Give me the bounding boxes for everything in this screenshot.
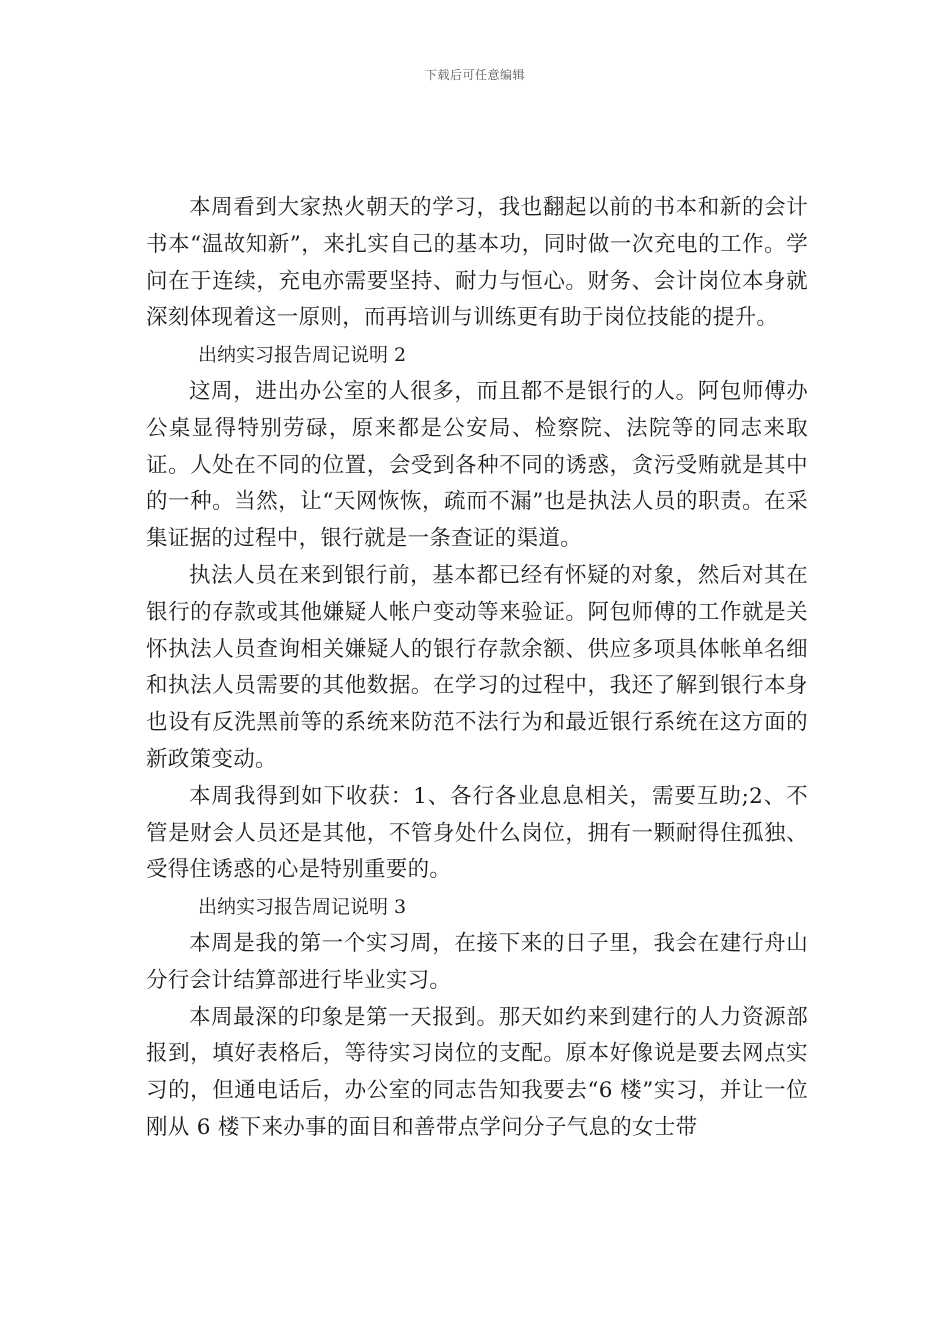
section-heading: 出纳实习报告周记说明 3 (198, 896, 407, 919)
paragraph: 本周看到大家热火朝天的学习，我也翻起以前的书本和新的会计书本“温故知新”，来扎实自己的基本功，同时做一次充电的工作。学问在于连续，充电亦需要坚持、耐力与恒心。财务、会计岗位本身就深刻体现着这一原则，而再培训与训练更有助于岗位技能的提升。 (146, 195, 808, 331)
paragraph: 这周，进出办公室的人很多，而且都不是银行的人。阿包师傅办公桌显得特别劳碌，原来都是公安局、检察院、法院等的同志来取证。人处在不同的位置，会受到各种不同的诱惑，贪污受贿就是其中的一种。当然，让“天网恢恢，疏而不漏”也是执法人员的职责。在采集证据的过程中，银行就是一条查证的渠道。 (146, 378, 808, 552)
page-header-note: 下载后可任意编辑 (424, 68, 525, 82)
section-heading: 出纳实习报告周记说明 2 (198, 344, 407, 367)
paragraph: 本周是我的第一个实习周，在接下来的日子里，我会在建行舟山分行会计结算部进行毕业实习。 (146, 930, 808, 993)
document-body (146, 190, 808, 1147)
paragraph: 本周我得到如下收获：1、各行各业息息相关，需要互助;2、不管是财会人员还是其他，不管身处什么岗位，拥有一颗耐得住孤独、受得住诱惑的心是特别重要的。 (146, 783, 808, 883)
paragraph: 本周最深的印象是第一天报到。那天如约来到建行的人力资源部报到，填好表格后，等待实习岗位的支配。原本好像说是要去网点实习的，但通电话后，办公室的同志告知我要去“6 楼”实习，并让一位刚从 6 楼下来办事的面目和善带点学问分子气息的女士带 (146, 1004, 808, 1140)
paragraph: 执法人员在来到银行前，基本都已经有怀疑的对象，然后对其在银行的存款或其他嫌疑人帐户变动等来验证。阿包师傅的工作就是关怀执法人员查询相关嫌疑人的银行存款余额、供应多项具体帐单名细和执法人员需要的其他数据。在学习的过程中，我还了解到银行本身也设有反洗黑前等的系统来防范不法行为和最近银行系统在这方面的新政策变动。 (146, 562, 808, 772)
